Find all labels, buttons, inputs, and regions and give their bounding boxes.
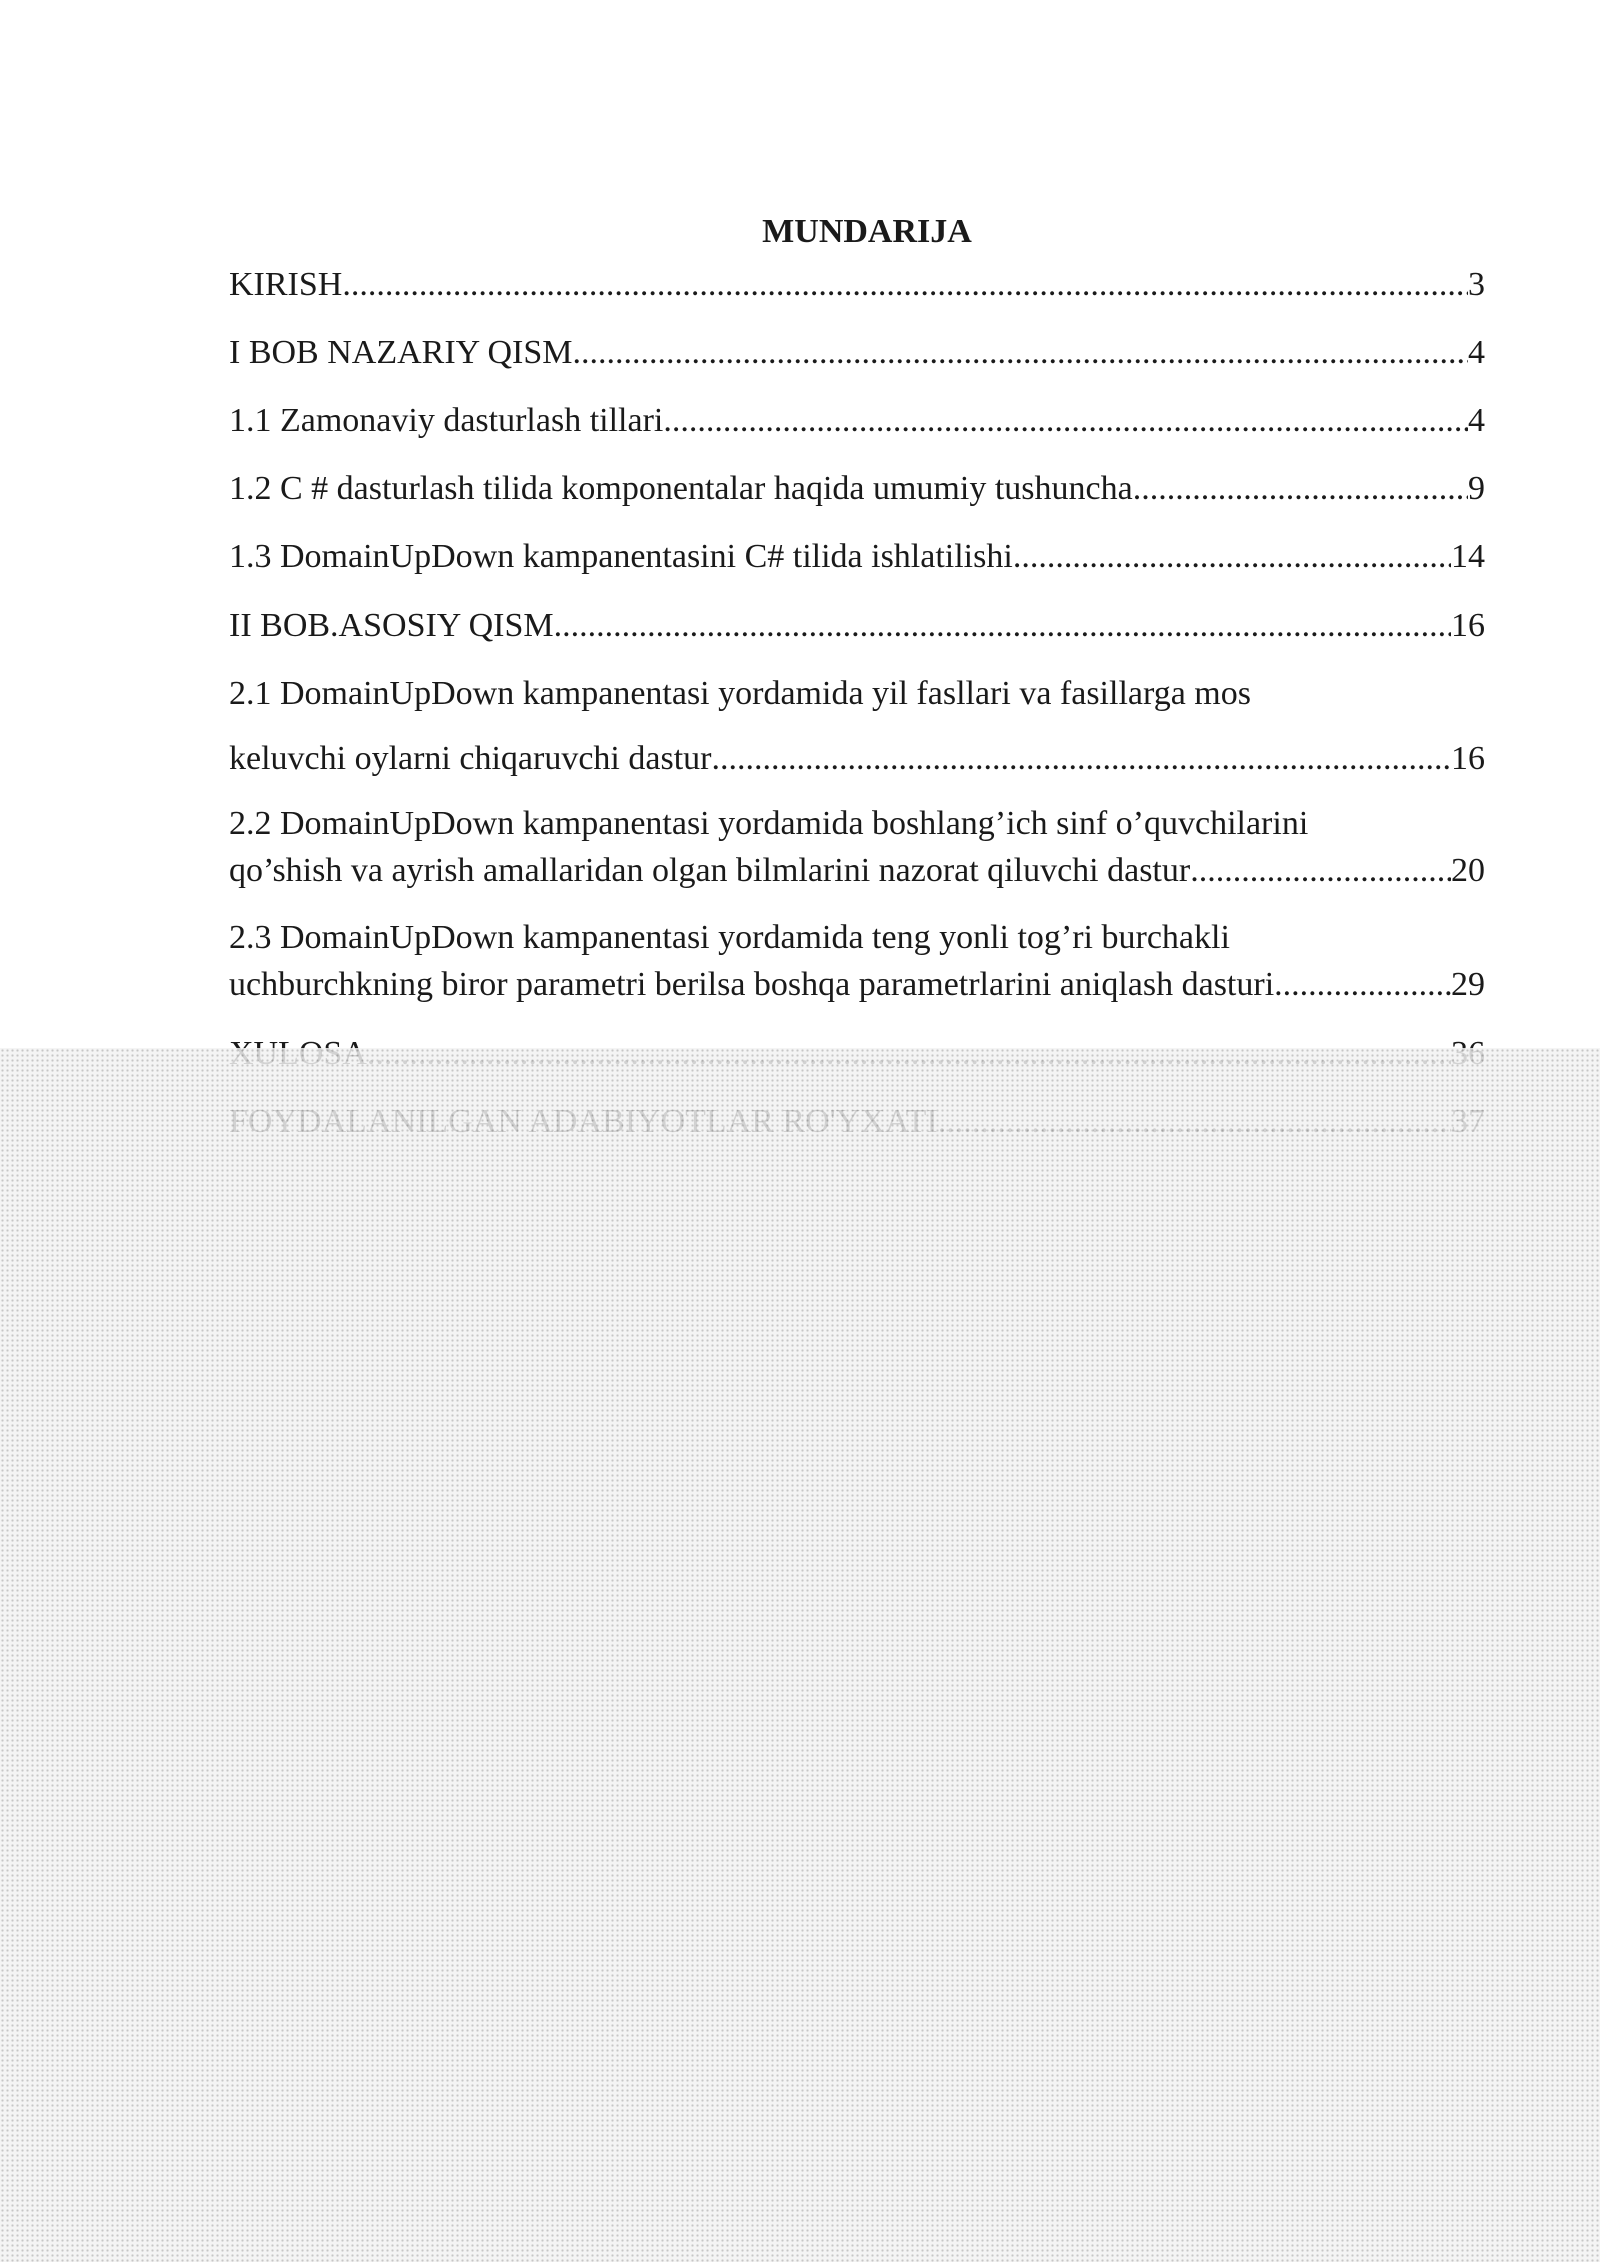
toc-entry-1-2[interactable] [229,469,1485,508]
toc-page-number: 29 [1451,966,1485,1004]
toc-entry-2-1[interactable] [229,674,1485,778]
toc-entry-1-3[interactable] [229,537,1485,576]
toc-entry-label: uchburchkning biror parametri berilsa boshqa parametrlarini aniqlash dasturi [229,966,1275,1004]
toc-page-number: 16 [1451,606,1485,644]
toc-page-number: 20 [1451,851,1485,889]
toc-entry-first-line: 2.2 DomainUpDown kampanentasi yordamida boshlang’ich sinf o’quvchilarini [229,804,1309,842]
toc-title: MUNDARIJA [762,213,972,250]
toc-page-number: 4 [1468,402,1485,440]
toc-leader-dots [1133,469,1468,508]
toc-entry-first-line: 2.1 DomainUpDown kampanentasi yordamida yil fasllari va fasillarga mos [229,674,1251,712]
toc-entry-2-3[interactable] [229,918,1485,1004]
toc-page-number: 3 [1468,266,1485,304]
toc-page-number: 9 [1468,470,1485,508]
toc-entry-label: 1.2 C # dasturlash tilida komponentalar haqida umumiy tushuncha [229,470,1133,508]
toc-leader-dots [1274,965,1451,1004]
toc-leader-dots [711,739,1451,778]
toc-entry-label: II BOB.ASOSIY QISM [229,606,554,644]
toc-entry-label: qo’shish va ayrish amallaridan olgan bilmlarini nazorat qiluvchi dastur [229,851,1191,889]
toc-entry-1-1[interactable] [229,401,1485,440]
toc-entry-bob2[interactable] [229,606,1485,645]
toc-page-number: 14 [1451,538,1485,576]
toc-leader-dots [572,333,1468,372]
toc-page-number: 16 [1451,739,1485,777]
toc-leader-dots [1013,537,1451,576]
toc-entry-label: keluvchi oylarni chiqaruvchi dastur [229,739,712,777]
toc-entry-2-2[interactable] [229,804,1485,890]
toc-entry-bob1[interactable] [229,333,1485,372]
toc-page-number: 4 [1468,334,1485,372]
toc-entry-first-line: 2.3 DomainUpDown kampanentasi yordamida teng yonli tog’ri burchakli [229,919,1230,957]
toc-leader-dots [663,401,1468,440]
toc-entry-kirish[interactable] [229,265,1485,304]
toc-leader-dots [1190,851,1451,890]
toc-entry-label: KIRISH [229,266,343,304]
toc-leader-dots [342,265,1468,304]
toc-entry-label: 1.1 Zamonaviy dasturlash tillari [229,402,664,440]
dotted-pattern-overlay [0,1048,1600,2262]
table-of-contents [229,212,1485,1141]
toc-leader-dots [554,606,1451,645]
toc-entry-label: 1.3 DomainUpDown kampanentasini C# tilida ishlatilishi [229,538,1013,576]
toc-entry-label: I BOB NAZARIY QISM [229,334,573,372]
